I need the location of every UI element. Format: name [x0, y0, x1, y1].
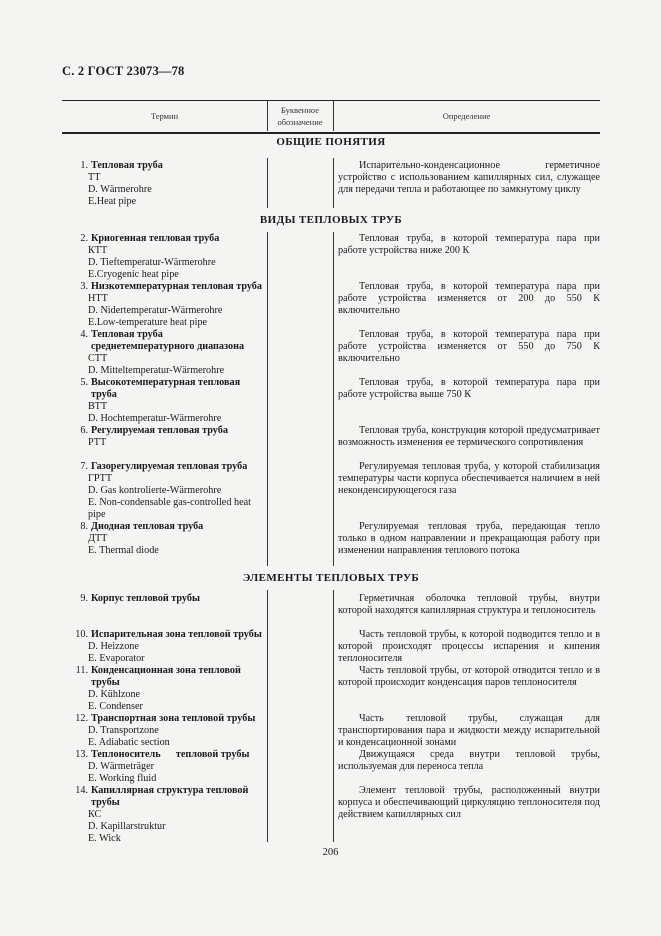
term-abbr: ТТ	[88, 172, 101, 183]
term-definition: Тепловая труба, в которой температура пара при работе устройства ниже 200 К	[338, 233, 600, 256]
term-cell	[62, 629, 267, 665]
term-definition: Регулируемая тепловая труба, у которой стабилизация температуры части корпуса обеспечивается наличием в ней неконденсирующегося газа	[338, 461, 600, 496]
term-definition: Движущаяся среда внутри тепловой трубы, используемая для переноса тепла	[338, 749, 600, 772]
term-definition: Тепловая труба, конструкция которой предусматривает возможность изменения ее термического сопротивления	[338, 425, 600, 448]
term-cell	[62, 521, 267, 557]
term-english: E.Low-temperature heat pipe	[88, 317, 208, 328]
term-cell	[62, 593, 267, 605]
term-number: 13.	[75, 749, 88, 760]
term-number: 11.	[75, 665, 88, 676]
term-definition: Тепловая труба, в которой температура пара при работе устройства изменяется от 200 до 550 К включительно	[338, 281, 600, 316]
term-cell	[62, 461, 267, 521]
term-name: Газорегулируемая тепловая труба	[91, 461, 248, 472]
column-divider	[267, 158, 268, 208]
term-abbr: НТТ	[88, 293, 108, 304]
term-number: 2.	[80, 233, 88, 244]
term-english: E. Non-condensable gas-controlled heat pipe	[88, 497, 251, 520]
term-definition: Элемент тепловой трубы, расположенный внутри корпуса и обеспечивающий циркуляцию теплоносителя под действием капиллярных сил	[338, 785, 600, 820]
term-cell	[62, 233, 267, 281]
term-german: D. Nidertemperatur-Wärmerohre	[88, 305, 223, 316]
term-cell	[62, 749, 267, 785]
term-cell	[62, 281, 267, 329]
page-header: С. 2 ГОСТ 23073—78	[62, 64, 185, 78]
term-number: 1.	[80, 160, 88, 171]
term-german: D. Mitteltemperatur-Wärmerohre	[88, 365, 225, 376]
term-english: E. Evaporator	[88, 653, 145, 664]
term-cell	[62, 329, 267, 377]
term-definition: Герметичная оболочка тепловой трубы, внутри которой находятся капиллярная структура и теплоноситель	[338, 593, 600, 616]
term-german: D. Heizzone	[88, 641, 139, 652]
term-name: Тепловая труба среднетемпературного диапазона	[91, 329, 245, 352]
term-english: E.Cryogenic heat pipe	[88, 269, 179, 280]
column-divider	[333, 232, 334, 566]
term-number: 9.	[80, 593, 88, 604]
term-definition: Испарительно-конденсационное герметичное устройство с использованием капиллярных сил, служащее для передачи тепла и работающее по замкнутому циклу	[338, 160, 600, 195]
table-column-headers	[62, 100, 600, 134]
term-cell	[62, 785, 267, 845]
term-number: 6.	[80, 425, 88, 436]
term-german: D. Tieftemperatur-Wärmerohre	[88, 257, 216, 268]
column-header-definition: Определение	[442, 110, 491, 121]
term-english: E. Working fluid	[88, 773, 157, 784]
term-number: 12.	[75, 713, 88, 724]
term-name: Корпус тепловой трубы	[91, 593, 200, 604]
term-name: Теплоноситель тепловой трубы	[91, 749, 250, 760]
term-name: Диодная тепловая труба	[91, 521, 204, 532]
section-title: ЭЛЕМЕНТЫ ТЕПЛОВЫХ ТРУБ	[242, 572, 420, 584]
term-name: Капиллярная структура тепловой трубы	[91, 785, 249, 808]
term-name: Испарительная зона тепловой трубы	[91, 629, 262, 640]
term-german: D. Hochtemperatur-Wärmerohre	[88, 413, 222, 424]
term-cell	[62, 377, 267, 425]
term-name: Тепловая труба	[91, 160, 163, 171]
term-cell	[62, 160, 267, 208]
term-name: Транспортная зона тепловой трубы	[91, 713, 256, 724]
term-name: Конденсационная зона тепловой трубы	[91, 665, 241, 688]
term-cell	[62, 665, 267, 713]
term-german: D. Gas kontrolierte-Wärmerohre	[88, 485, 222, 496]
term-abbr: ГРТТ	[88, 473, 113, 484]
page-number: 206	[322, 847, 339, 858]
term-abbr: КС	[88, 809, 102, 820]
term-abbr: РТТ	[88, 437, 107, 448]
term-german: D. Kapillarstruktur	[88, 821, 166, 832]
term-definition: Тепловая труба, в которой температура пара при работе устройства изменяется от 550 до 750 К включительно	[338, 329, 600, 364]
column-header-term: Термин	[150, 110, 179, 121]
term-number: 10.	[75, 629, 88, 640]
term-number: 14.	[75, 785, 88, 796]
term-german: D. Kühlzone	[88, 689, 141, 700]
term-english: E. Condenser	[88, 701, 143, 712]
term-number: 7.	[80, 461, 88, 472]
term-german: D. Wärmerohre	[88, 184, 152, 195]
term-english: E. Adiabatic section	[88, 737, 170, 748]
term-cell	[62, 425, 267, 449]
term-name: Криогенная тепловая труба	[91, 233, 220, 244]
term-definition: Часть тепловой трубы, служащая для транспортирования пара и жидкости между испарительной и конденсационной зонами	[338, 713, 600, 748]
section-title: ВИДЫ ТЕПЛОВЫХ ТРУБ	[259, 214, 403, 226]
term-cell	[62, 713, 267, 749]
term-english: E.Heat pipe	[88, 196, 137, 207]
term-number: 4.	[80, 329, 88, 340]
term-name: Регулируемая тепловая труба	[91, 425, 228, 436]
term-abbr: КТТ	[88, 245, 108, 256]
term-name: Высокотемпературная тепловая труба	[91, 377, 241, 400]
term-english: E. Thermal diode	[88, 545, 159, 556]
column-divider	[267, 232, 268, 566]
term-abbr: СТТ	[88, 353, 108, 364]
term-name: Низкотемпературная тепловая труба	[91, 281, 262, 292]
column-header-abbr	[267, 101, 333, 132]
term-definition: Часть тепловой трубы, от которой отводится тепло и в которой происходит конденсация паров теплоносителя	[338, 665, 600, 688]
term-definition: Тепловая труба, в которой температура пара при работе устройства выше 750 К	[338, 377, 600, 400]
column-divider	[333, 590, 334, 842]
term-abbr: ДТТ	[88, 533, 108, 544]
column-header-abbr-line2: обозначение	[277, 116, 323, 127]
term-german: D. Transportzone	[88, 725, 159, 736]
column-header-abbr-line1: Буквенное	[280, 105, 319, 116]
term-definition: Регулируемая тепловая труба, передающая тепло только в одном направлении и прекращающая работу при изменении направления теплового потока	[338, 521, 600, 556]
section-title: ОБЩИЕ ПОНЯТИЯ	[276, 136, 386, 148]
term-english: E. Wick	[88, 833, 121, 844]
term-german: D. Wärmeträger	[88, 761, 154, 772]
column-divider	[333, 158, 334, 208]
term-number: 3.	[80, 281, 88, 292]
term-abbr: ВТТ	[88, 401, 108, 412]
column-divider	[333, 100, 334, 131]
term-number: 5.	[80, 377, 88, 388]
term-number: 8.	[80, 521, 88, 532]
term-definition: Часть тепловой трубы, к которой подводится тепло и в которой происходят процессы испарения и кипения теплоносителя	[338, 629, 600, 664]
column-divider	[267, 100, 268, 131]
column-divider	[267, 590, 268, 842]
